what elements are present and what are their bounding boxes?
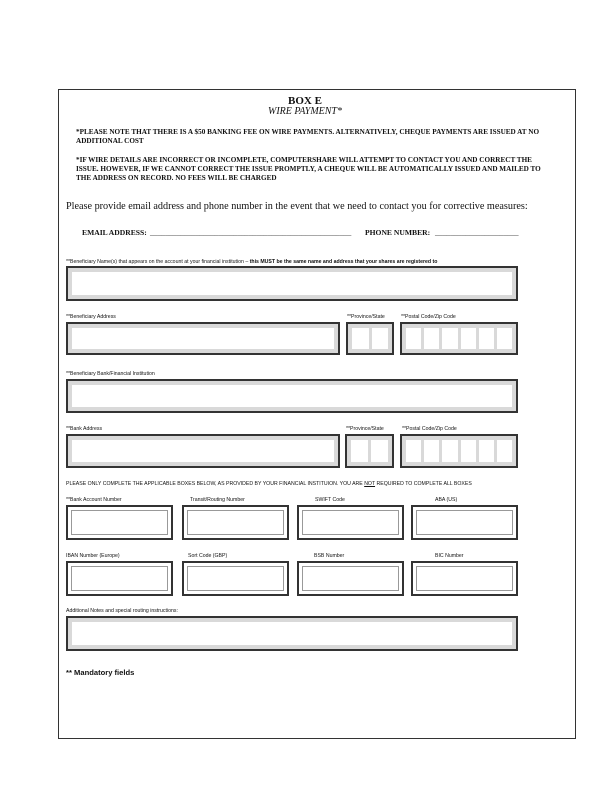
box-subtitle: WIRE PAYMENT* [268, 106, 342, 117]
iban-label: IBAN Number (Europe) [66, 553, 120, 559]
fee-note: *PLEASE NOTE THAT THERE IS A $50 BANKING FEE ON WIRE PAYMENTS. ALTERNATIVELY, CHEQUE PAYMENTS ARE ISSUED AT NO ADDITIONAL COST [76, 128, 540, 145]
bank-address-field[interactable] [66, 434, 340, 468]
sort-code-field[interactable] [182, 561, 289, 596]
phone-label: PHONE NUMBER: [365, 228, 431, 237]
notes-label: Additional Notes and special routing instructions: [66, 608, 178, 614]
bank-account-field[interactable] [66, 505, 173, 540]
swift-field[interactable] [297, 505, 404, 540]
phone-field[interactable]: ______________________ [435, 228, 519, 237]
postal-field-2[interactable] [400, 434, 518, 468]
postal-field-1[interactable] [400, 322, 518, 355]
mandatory-fields-note: ** Mandatory fields [66, 668, 135, 677]
beneficiary-name-field[interactable] [66, 266, 518, 301]
correction-note: *IF WIRE DETAILS ARE INCORRECT OR INCOMPLETE, COMPUTERSHARE WILL ATTEMPT TO CONTACT YOU AND CORRECT THE ISSUE. HOWEVER, IF WE CANNOT CORRECT THE ISSUE PROMPTLY, A CHEQUE WILL BE AUTOMATICALLY ISSUED AND MAILED TO THE ADDRESS ON RECORD. NO FEES WILL BE CHARGED [76, 156, 541, 182]
beneficiary-address-field[interactable] [66, 322, 340, 355]
beneficiary-bank-label: **Beneficiary Bank/Financial Institution [66, 371, 155, 377]
bic-label: BIC Number [435, 553, 464, 559]
beneficiary-bank-field[interactable] [66, 379, 518, 413]
beneficiary-address-label: **Beneficiary Address [66, 314, 116, 320]
bic-field[interactable] [411, 561, 518, 596]
email-field[interactable]: _____________________________________________________ [150, 228, 352, 237]
contact-instruction: Please provide email address and phone number in the event that we need to contact you for corrective measures: [66, 201, 528, 212]
swift-label: SWIFT Code [315, 497, 345, 503]
aba-label: ABA (US) [435, 497, 458, 503]
transit-label: Transit/Routing Number [190, 497, 245, 503]
province-field-1[interactable] [346, 322, 394, 355]
province-label-2: **Province/State [346, 426, 384, 432]
box-title: BOX E [288, 95, 322, 107]
additional-notes-field[interactable] [66, 616, 518, 651]
bsb-field[interactable] [297, 561, 404, 596]
province-label-1: **Province/State [347, 314, 385, 320]
postal-label-2: **Postal Code/Zip Code [402, 426, 457, 432]
beneficiary-name-label: **Beneficiary Name(s) that appears on the account at your financial institution – this MUST be the same name and address that your shares are registered to [66, 259, 438, 265]
applicable-boxes-note: PLEASE ONLY COMPLETE THE APPLICABLE BOXES BELOW, AS PROVIDED BY YOUR FINANCIAL INSTITUION. YOU ARE NOT REQUIRED TO COMPLETE ALL BOXES [66, 481, 472, 487]
bsb-label: BSB Number [314, 553, 345, 559]
province-field-2[interactable] [345, 434, 394, 468]
transit-field[interactable] [182, 505, 289, 540]
postal-label-1: **Postal Code/Zip Code [401, 314, 456, 320]
bank-account-label: **Bank Account Number [66, 497, 122, 503]
sort-code-label: Sort Code (GBP) [188, 553, 228, 559]
email-label: EMAIL ADDRESS: [82, 228, 147, 237]
aba-field[interactable] [411, 505, 518, 540]
bank-address-label: **Bank Address [66, 426, 103, 432]
iban-field[interactable] [66, 561, 173, 596]
